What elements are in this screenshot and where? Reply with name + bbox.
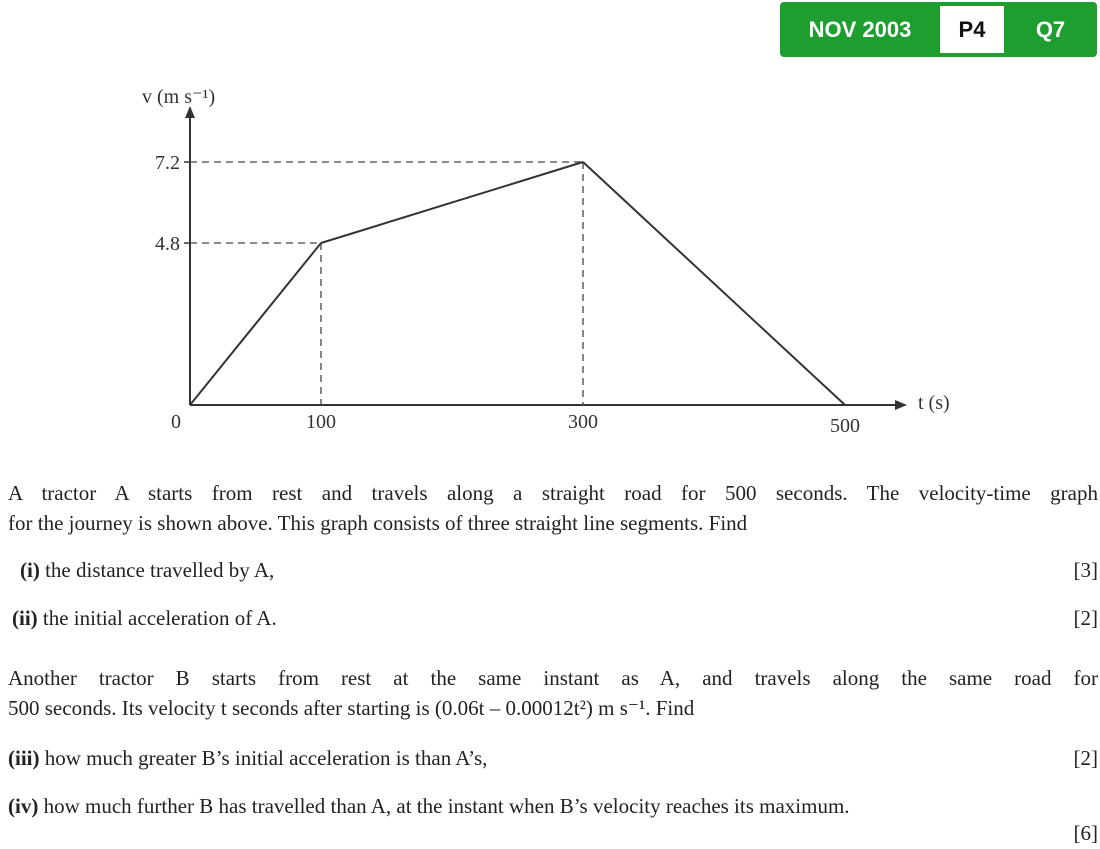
badge-question: Q7 (1035, 16, 1066, 42)
x-axis-label: t (s) (918, 392, 950, 414)
part-i (8, 555, 1098, 585)
question-badge (780, 2, 1097, 57)
part-iv (8, 791, 1098, 821)
part-iv-number: (iv) (8, 794, 39, 818)
intro-line-1: A tractor A starts from rest and travels along a straight road for 500 seconds. The velocity-time graph (8, 481, 1098, 505)
part-i-number: (i) (20, 558, 40, 582)
part-ii (8, 603, 1098, 633)
y-tick-label-0: 7.2 (155, 152, 180, 174)
x-tick-label-1: 100 (306, 411, 336, 433)
part-ii-marks: [2] (1073, 606, 1098, 630)
second-line-2: 500 seconds. Its velocity t seconds after starting is (0.06t – 0.00012t²) m s⁻¹. Find (8, 696, 695, 720)
intro-line-2: for the journey is shown above. This graph consists of three straight line segments. Find (8, 511, 748, 535)
second-line-1: Another tractor B starts from rest at the same instant as A, and travels along the same road for (8, 666, 1098, 690)
part-iv-text: how much further B has travelled than A, at the instant when B’s velocity reaches its maximum. (43, 794, 850, 818)
part-i-marks: [3] (1073, 558, 1098, 582)
y-axis-label: v (m s⁻¹) (142, 86, 216, 108)
velocity-segment-3 (583, 162, 845, 405)
intro-paragraph (8, 478, 1098, 538)
part-iii-text: how much greater B’s initial acceleration is than A’s, (44, 746, 488, 770)
velocity-segment-2 (321, 162, 583, 243)
velocity-time-graph (0, 60, 1000, 440)
part-iii-marks: [2] (1073, 746, 1098, 770)
velocity-segment-1 (190, 243, 321, 405)
x-tick-label-0: 0 (171, 411, 181, 433)
part-iv-marks: [6] (1073, 821, 1098, 845)
part-iii-number: (iii) (8, 746, 40, 770)
badge-paper: P4 (940, 6, 1004, 53)
x-tick-label-2: 300 (568, 411, 598, 433)
part-ii-text: the initial acceleration of A. (42, 606, 277, 630)
part-ii-number: (ii) (12, 606, 38, 630)
x-tick-label-3: 500 (830, 415, 860, 437)
y-tick-label-1: 4.8 (155, 233, 180, 255)
part-iii (8, 743, 1098, 773)
second-paragraph (8, 663, 1098, 723)
badge-session: NOV 2003 (808, 16, 912, 42)
part-i-text: the distance travelled by A, (45, 558, 275, 582)
